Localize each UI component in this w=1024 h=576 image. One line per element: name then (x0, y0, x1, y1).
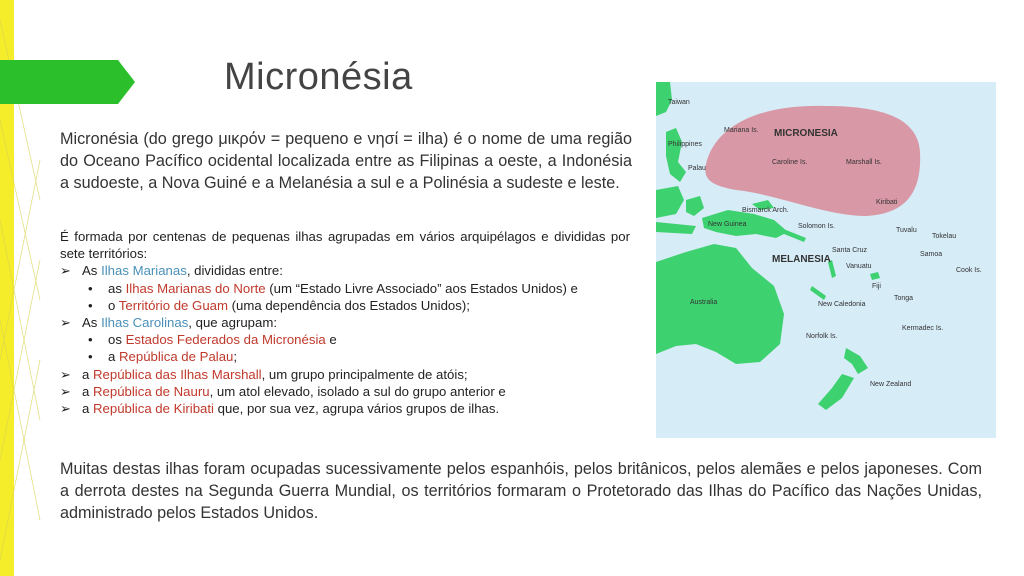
arrow-bullet-icon: ➢ (60, 315, 72, 331)
nauru-link[interactable]: República de Nauru (93, 383, 210, 399)
list-item: ➢ As Ilhas Marianas, divididas entre: (60, 263, 283, 279)
footer-paragraph: Muitas destas ilhas foram ocupadas sucessivamente pelos espanhóis, pelos britânicos, pelos alemães e pelos japoneses. Com a derrota destes na Segunda Guerra Mundial, os territórios formaram o Protetorado das Ilhas do Pacífico das Nações Unidas, administrado pelos Estados Unidos. (60, 460, 982, 522)
map-label-caroline: Caroline Is. (772, 159, 808, 166)
marianas-norte-link[interactable]: Ilhas Marianas do Norte (125, 280, 266, 296)
map-label-australia: Australia (690, 299, 718, 306)
map-label-vanuatu: Vanuatu (846, 263, 872, 270)
map-label-fiji: Fiji (872, 283, 881, 290)
map-label-taiwan: Taiwan (668, 99, 690, 106)
list-item: • as Ilhas Marianas do Norte (um “Estado Livre Associado” aos Estados Unidos) e (88, 280, 578, 296)
intro-paragraph: Micronésia (do grego μικρόν = pequeno e νησί = ilha) é o nome de uma região do Oceano Pacífico ocidental localizada entre as Filipinas a oeste, a Indonésia a sudoeste, a Nova Guiné e a Melanésia a sul e a Polinésia a sudeste e leste. (60, 130, 632, 192)
map-label-bismarck: Bismarck Arch. (742, 207, 789, 214)
dot-bullet-icon: • (88, 332, 93, 348)
list-item: ➢ a República de Kiribati que, por sua vez, agrupa vários grupos de ilhas. (60, 401, 500, 417)
arrow-bullet-icon: ➢ (60, 401, 72, 417)
list-item: ➢ As Ilhas Carolinas, que agrupam: (60, 315, 278, 331)
map-label-tuvalu: Tuvalu (896, 227, 917, 234)
micronesia-states-link[interactable]: Estados Federados da Micronésia (125, 332, 326, 348)
list-item: • a República de Palau; (88, 349, 238, 365)
map-label-new-guinea: New Guinea (708, 221, 747, 228)
map-label-new-caledonia: New Caledonia (818, 301, 866, 308)
map-label-philippines: Philippines (668, 141, 702, 148)
map-label-norfolk: Norfolk Is. (806, 333, 838, 340)
map-label-micronesia: MICRONESIA (774, 128, 838, 139)
list-item: • os Estados Federados da Micronésia e (88, 332, 337, 348)
map-label-new-zealand: New Zealand (870, 381, 912, 388)
dot-bullet-icon: • (88, 280, 93, 296)
arrow-bullet-icon: ➢ (60, 383, 72, 399)
map-label-melanesia: MELANESIA (772, 254, 831, 265)
map-label-cook: Cook Is. (956, 267, 982, 274)
palau-link[interactable]: República de Palau (119, 349, 234, 365)
dot-bullet-icon: • (88, 297, 93, 313)
title-arrow-shape (0, 60, 135, 104)
map-label-solomon: Solomon Is. (798, 223, 835, 230)
territories-list (60, 262, 630, 417)
map-label-palau: Palau (688, 165, 706, 172)
map-label-kiribati: Kiribati (876, 199, 898, 206)
map-label-samoa: Samoa (920, 251, 943, 258)
map-label-santa-cruz: Santa Cruz (832, 247, 868, 254)
ilhas-marianas-link[interactable]: Ilhas Marianas (101, 263, 187, 279)
marshall-link[interactable]: República das Ilhas Marshall (93, 366, 262, 382)
page-title: Micronésia (224, 56, 413, 98)
list-item: • o Território de Guam (uma dependência dos Estados Unidos); (88, 297, 470, 313)
map-label-marshall: Marshall Is. (846, 159, 882, 166)
ilhas-carolinas-link[interactable]: Ilhas Carolinas (101, 315, 189, 331)
arrow-bullet-icon: ➢ (60, 366, 72, 382)
territories-intro: É formada por centenas de pequenas ilhas agrupadas em vários arquipélagos e divididas por sete territórios: (60, 229, 630, 262)
kiribati-link[interactable]: República de Kiribati (93, 401, 214, 417)
arrow-bullet-icon: ➢ (60, 263, 72, 279)
map-label-kermadec: Kermadec Is. (902, 325, 944, 332)
territories-section (60, 228, 630, 417)
dot-bullet-icon: • (88, 349, 93, 365)
pacific-map (656, 82, 996, 438)
list-item: ➢ a República das Ilhas Marshall, um grupo principalmente de atóis; (60, 366, 468, 382)
guam-link[interactable]: Território de Guam (118, 297, 228, 313)
list-item: ➢ a República de Nauru, um atol elevado, isolado a sul do grupo anterior e (60, 383, 506, 399)
map-label-tonga: Tonga (894, 295, 914, 302)
map-label-tokelau: Tokelau (932, 233, 957, 240)
map-label-mariana: Mariana Is. (724, 127, 759, 134)
